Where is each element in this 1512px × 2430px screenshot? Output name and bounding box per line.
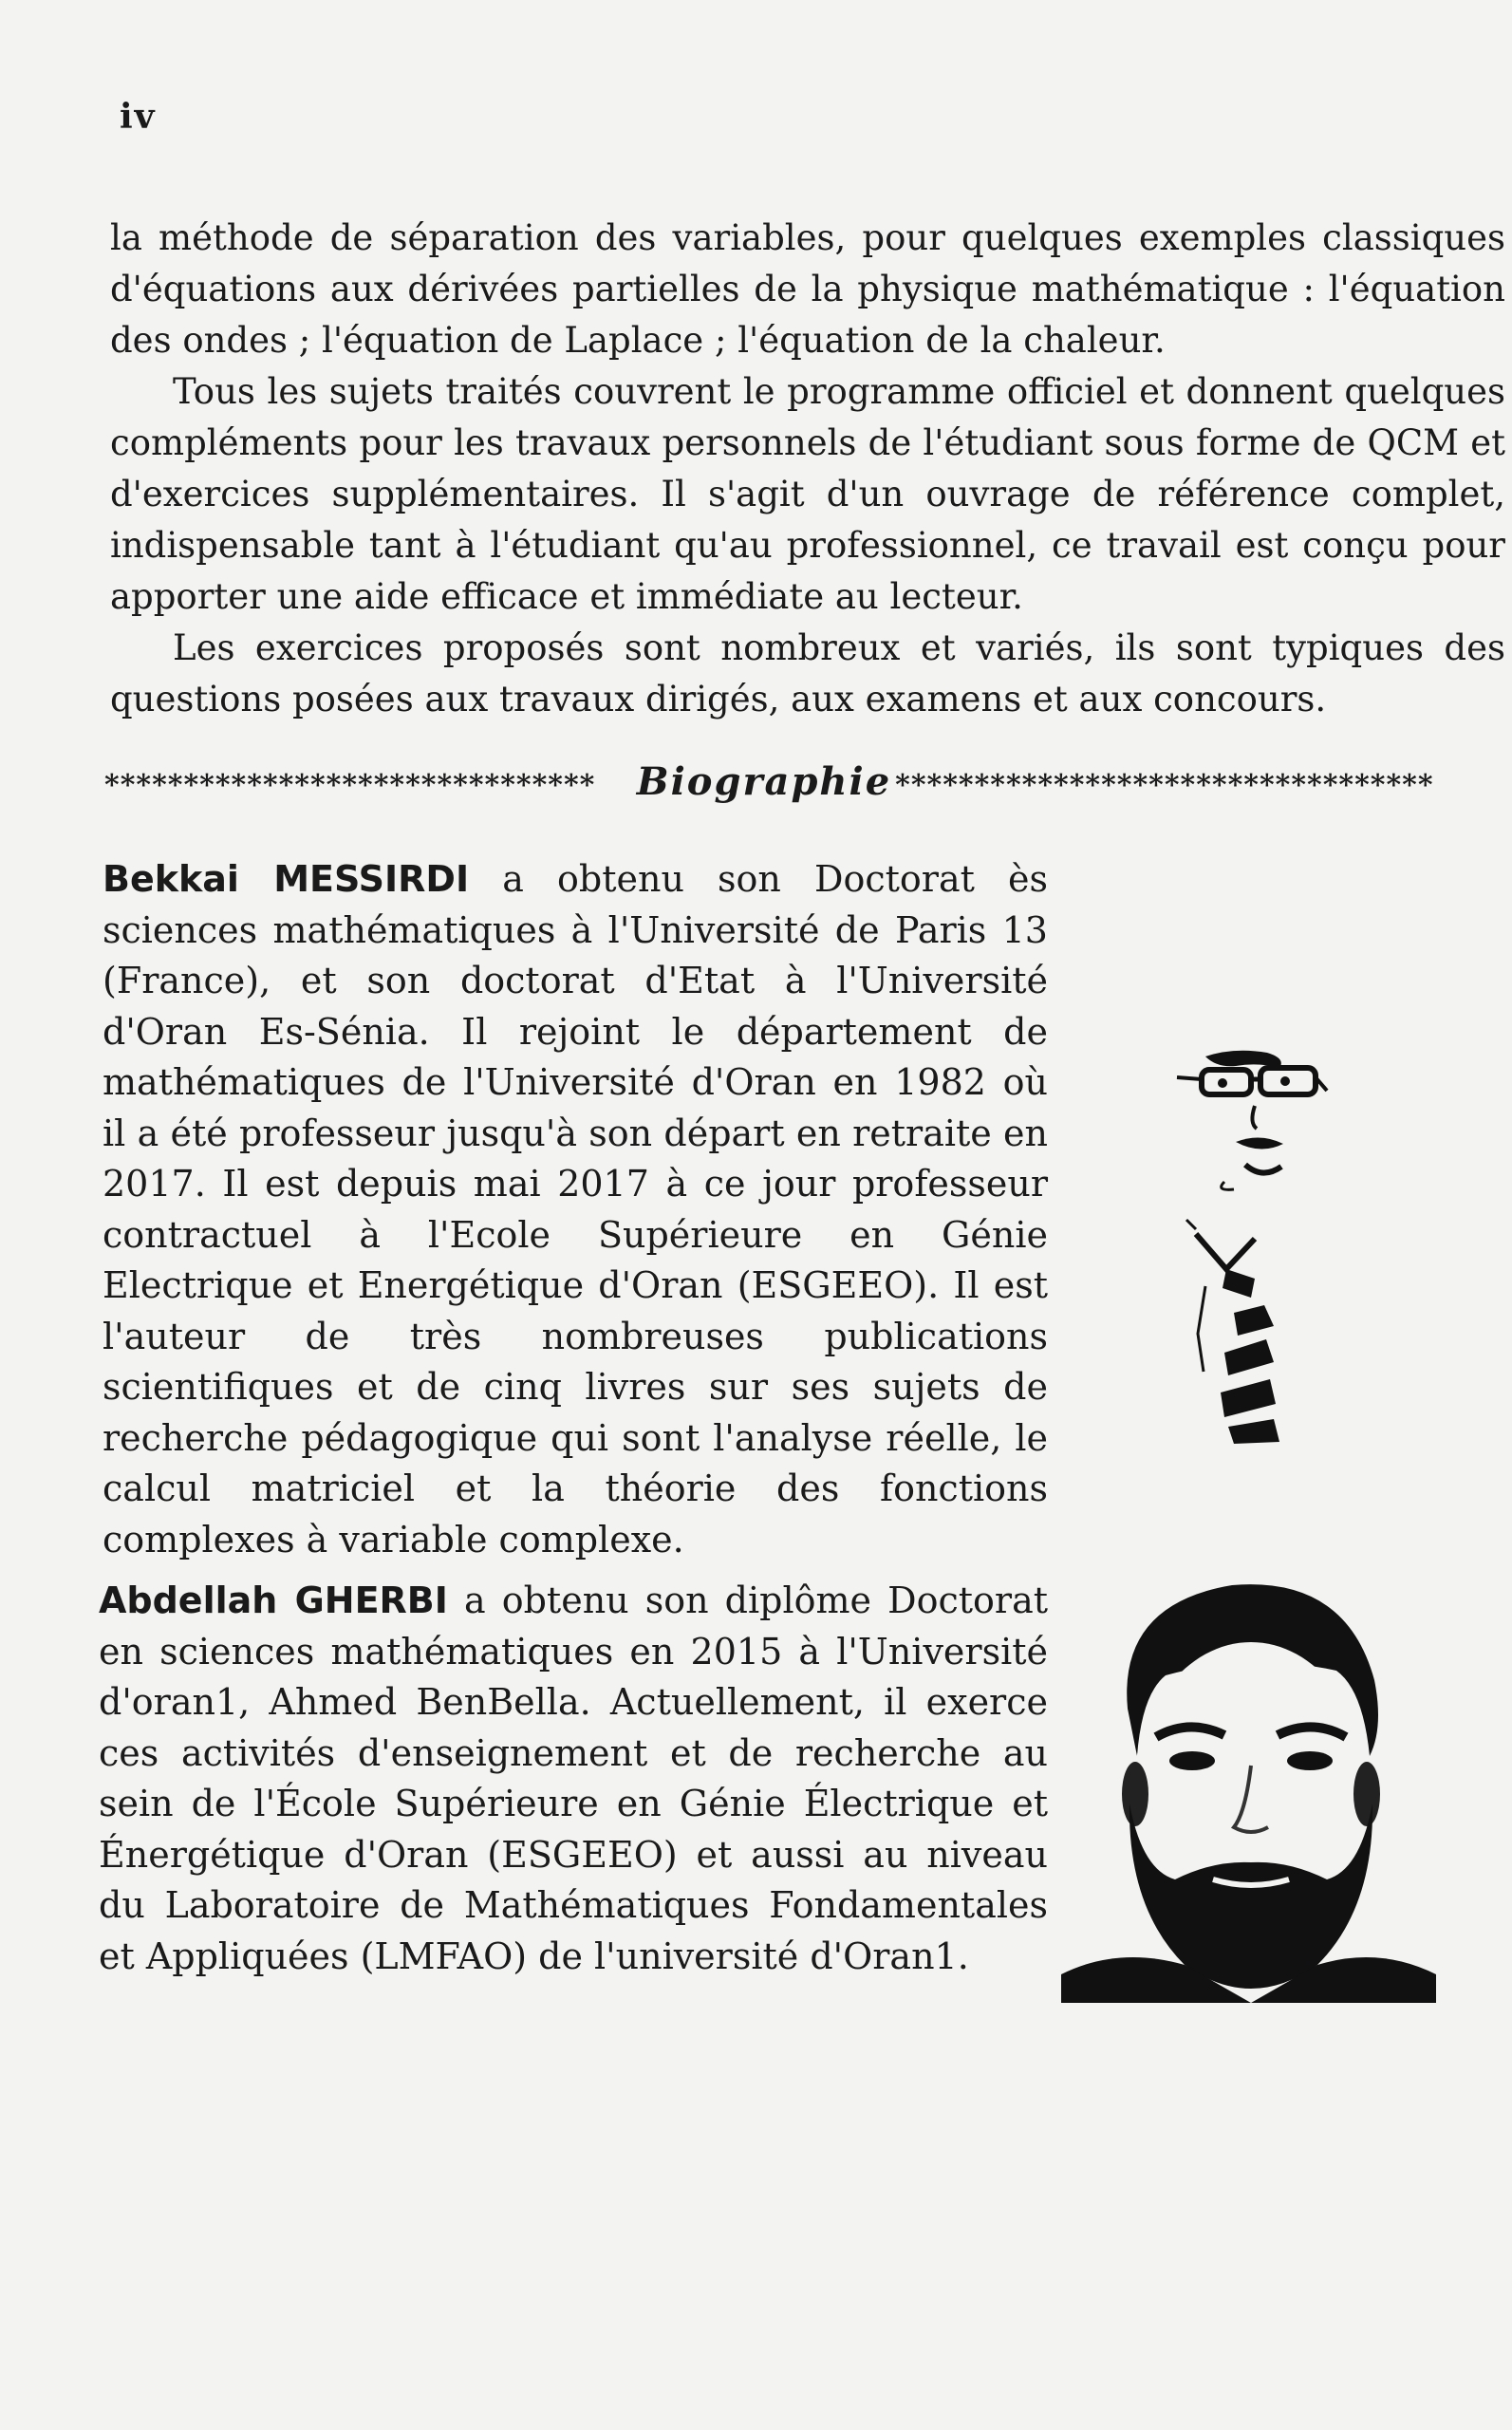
author-name: Abdellah GHERBI	[99, 1580, 448, 1621]
portrait-sketch-icon	[1167, 1049, 1348, 1448]
author-bio-text: a obtenu son Doctorat ès sciences mathématiques à l'Université de Paris 13 (France), et son doctorat d'Etat à l'Université d'Oran Es-Sénia. Il rejoint le département de mathématiques de l'Université d'Oran en 1982 où il a été professeur jusqu'à son départ en retraite en 2017. Il est depuis mai 2017 à ce jour professeur contractuel à l'Ecole Supérieure en Génie Electrique et Energétique d'Oran (ESGEEO). Il est l'auteur de très nombreuses publications scientifiques et de cinq livres sur ses sujets de recherche pédagogique qui sont l'analyse réelle, le calcul matriciel et la théorie des fonctions complexes à variable complexe.	[103, 858, 1048, 1561]
intro-paragraph: la méthode de séparation des variables, pour quelques exemples classiques d'équations aux dérivées partielles de la physique mathématique : l'équation des ondes ; l'équation de Laplace ; l'équation de la chaleur.	[110, 217, 1505, 361]
biography-title: Biographie	[636, 759, 892, 804]
portrait-photo-icon	[1061, 1566, 1436, 2003]
author-photo-messirdi	[1167, 1049, 1348, 1448]
author-name: Bekkai MESSIRDI	[103, 858, 470, 900]
intro-paragraph: Les exercices proposés sont nombreux et variés, ils sont typiques des questions posées aux travaux dirigés, aux examens et aux concours.	[110, 627, 1505, 720]
intro-text	[110, 213, 1505, 725]
star-rule-left: *******************************	[104, 769, 596, 802]
author-bio-gherbi	[99, 1576, 1048, 1982]
author-bio-text: a obtenu son diplôme Doctorat en sciences mathématiques en 2015 à l'Université d'oran1, Ahmed BenBella. Actuellement, il exerce ces activités d'enseignement et de recherche au sein de l'École Supérieure en Génie Électrique et Énergétique d'Oran (ESGEEO) et aussi au niveau du Laboratoire de Mathématiques Fondamentales et Appliquées (LMFAO) de l'université d'Oran1.	[99, 1580, 1048, 1977]
author-bio-messirdi	[103, 854, 1048, 1565]
star-rule-right: **********************************	[895, 769, 1434, 802]
author-photo-gherbi	[1061, 1566, 1436, 2003]
intro-paragraph: Tous les sujets traités couvrent le programme officiel et donnent quelques compléments pour les travaux personnels de l'étudiant sous forme de QCM et d'exercices supplémentaires. Il s'agit d'un ouvrage de référence complet, indispensable tant à l'étudiant qu'au professionnel, ce travail est conçu pour apporter une aide efficace et immédiate au lecteur.	[110, 371, 1505, 617]
biography-heading	[104, 759, 1471, 804]
page-number: iv	[120, 97, 157, 137]
